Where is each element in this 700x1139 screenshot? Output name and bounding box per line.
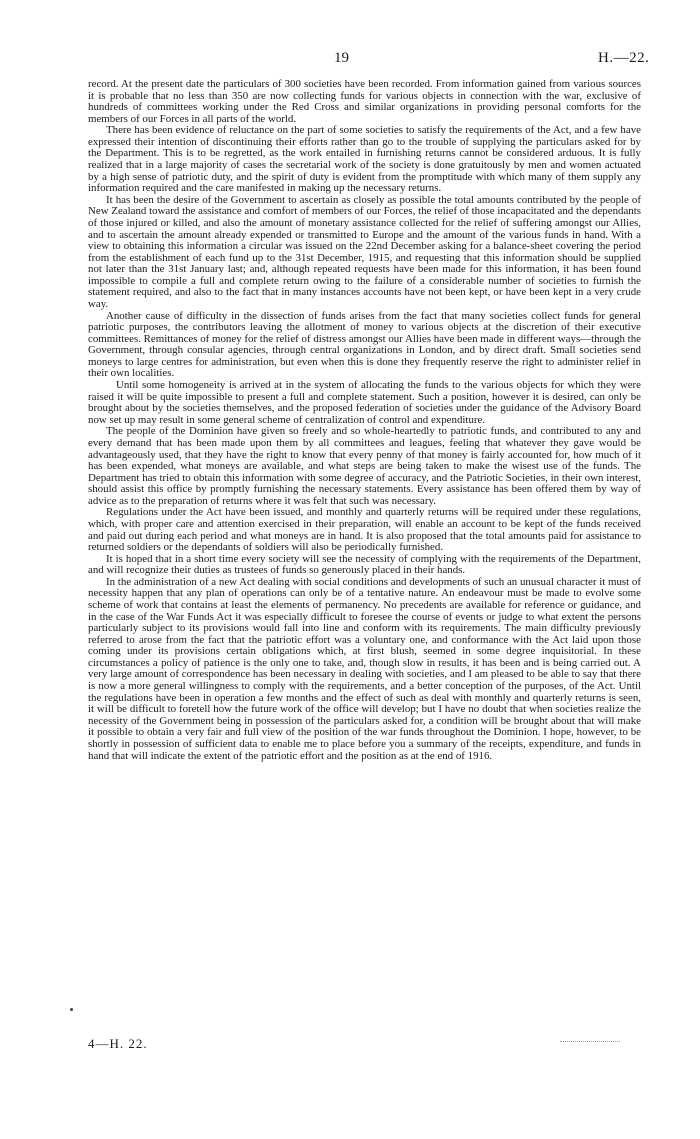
- body-text: [88, 79, 641, 762]
- margin-dot: [70, 1008, 73, 1011]
- paragraph-5: Until some homogeneity is arrived at in the system of allocating the funds to the various objects for which they were raised it will be quite impossible to present a full and complete statement. Such a position, however it is desired, can only be brought about by the societies themselves, and the proposed federation of societies under the guidance of the Advisory Board now set up may result in some general scheme of centralization of control and expenditure.: [88, 379, 641, 426]
- paragraph-8: It is hoped that in a short time every society will see the necessity of complying with the requirements of the Department, and will recognize their duties as trustees of funds so generously placed in their hands.: [88, 552, 641, 577]
- page-number: 19: [334, 50, 349, 66]
- paragraph-1: record. At the present date the particulars of 300 societies have been recorded. From information gained from various sources it is probable that no less than 350 are now collecting funds for various objects in connection with the war, exclusive of hundreds of committees working under the Red Cross and similar organizations in providing personal comforts for the members of our Forces in all parts of the world.: [88, 78, 641, 125]
- signature-mark: 4—H. 22.: [88, 1036, 148, 1051]
- paragraph-2: There has been evidence of reluctance on the part of some societies to satisfy the requirements of the Act, and a few have expressed their intention of discontinuing their efforts rather than go to the trouble of supplying the particulars asked for by the Department. This is to be regretted, as the work entailed in furnishing returns cannot be considered arduous. It is fully realized that in a large majority of cases the secretarial work of the society is done gratuitously by men and women actuated by a high sense of patriotic duty, and the spirit of duty is evident from the promptitude with which many of them supply any information required and the care manifested in making up the necessary returns.: [88, 124, 641, 195]
- paragraph-7: Regulations under the Act have been issued, and monthly and quarterly returns will be required under these regulations, which, with proper care and attention exercised in their preparation, will enable an account to be kept of the funds received and paid out during each period and what moneys are in hand. It is also proposed that the total amounts paid for assistance to returned soldiers or the dependants of soldiers will also be periodically furnished.: [88, 506, 641, 554]
- paragraph-6: The people of the Dominion have given so freely and so whole-heartedly to patriotic funds, and contributed to any and every demand that has been made upon them by all committees and leagues, feeling that whatever they gave would be advantageously used, that they have the right to know that every penny of that money is fairly accounted for, how much of it has been expended, what moneys are available, and what steps are being taken to make the wisest use of the funds. The Department has tried to obtain this information with some degree of accuracy, and the Patriotic Societies, in their own interest, should assist this office by promptly furnishing the necessary statements. Every assistance has been offered them by way of advice as to the preparation of returns where it was felt that such was necessary.: [88, 425, 641, 507]
- paragraph-4: Another cause of difficulty in the dissection of funds arises from the fact that many societies collect funds for general patriotic purposes, the contributors leaving the allotment of money to various objects at the discretion of their executive committees. Remittances of money for the relief of distress amongst our Allies have been made in different ways—through the Government, through consular agencies, through central organizations in London, and by direct draft. Small societies send moneys to large centres for administration, but even when this is done they frequently reserve the right to administer relief in their own localities.: [88, 309, 641, 380]
- footer-rule: [560, 1041, 620, 1042]
- paragraph-9: In the administration of a new Act dealing with social conditions and developments of such an unusual character it must of necessity happen that any plan of operations can only be of a tentative nature. An endeavour must be made to evolve some scheme of work that contains at least the elements of permanency. No precedents are available for reference or guidance, and in the case of the War Funds Act it was especially difficult to foresee the course of events or judge to what extent the persons particularly subject to its provisions would fall into line and conform with its requirements. The main difficulty previously referred to arose from the fact that the patriotic effort was a voluntary one, and conformance with the Act laid upon those coming under its provisions certain obligations which, at first blush, seemed in some degree inquisitorial. In these circumstances a policy of patience is the only one to take, and, though slow in results, it has been and is being carried out. A very large amount of correspondence has been necessary in dealing with societies, and I am pleased to be able to say that there is now a more general willingness to comply with the requirements, and a better conception of the purposes, of the Act. Until the regulations have been in operation a few months and the effect of such as deal with monthly and quarterly returns is seen, it will be difficult to foretell how the future work of the office will develop; but I have no doubt that when societies realize the necessity of the Government being in possession of the particulars asked for, a condition will be brought about that will make it possible to obtain a very fair and full view of the position of the war funds throughout the Dominion. I hope, however, to be shortly in possession of sufficient data to enable me to place before you a summary of the receipts, expenditure, and funds in hand that will indicate the extent of the patriotic effort and the position as at the end of 1916.: [88, 575, 641, 762]
- document-reference: H.—22.: [598, 50, 650, 66]
- paragraph-3: It has been the desire of the Government to ascertain as closely as possible the total amounts contributed by the people of New Zealand toward the assistance and comfort of members of our Forces, the relief of those incapacitated and the dependants of those injured or killed, and also the amount of monetary assistance collected for the relief of suffering amongst our Allies, and to ascertain the amount already expended or transmitted to Europe and the amount of the various funds in hand. With a view to obtaining this information a circular was issued on the 22nd December asking for a balance-sheet covering the period from the establishment of each fund up to the 31st December, 1915, and requesting that this information should be supplied not later than the 31st January last; and, although repeated requests have been made for this information, it has been found impossible to compile a full and complete return owing to the failure of a considerable number of societies to furnish the statement required, and also to the fact that in many instances accounts have not been kept, or have been kept in a very crude way.: [88, 193, 641, 310]
